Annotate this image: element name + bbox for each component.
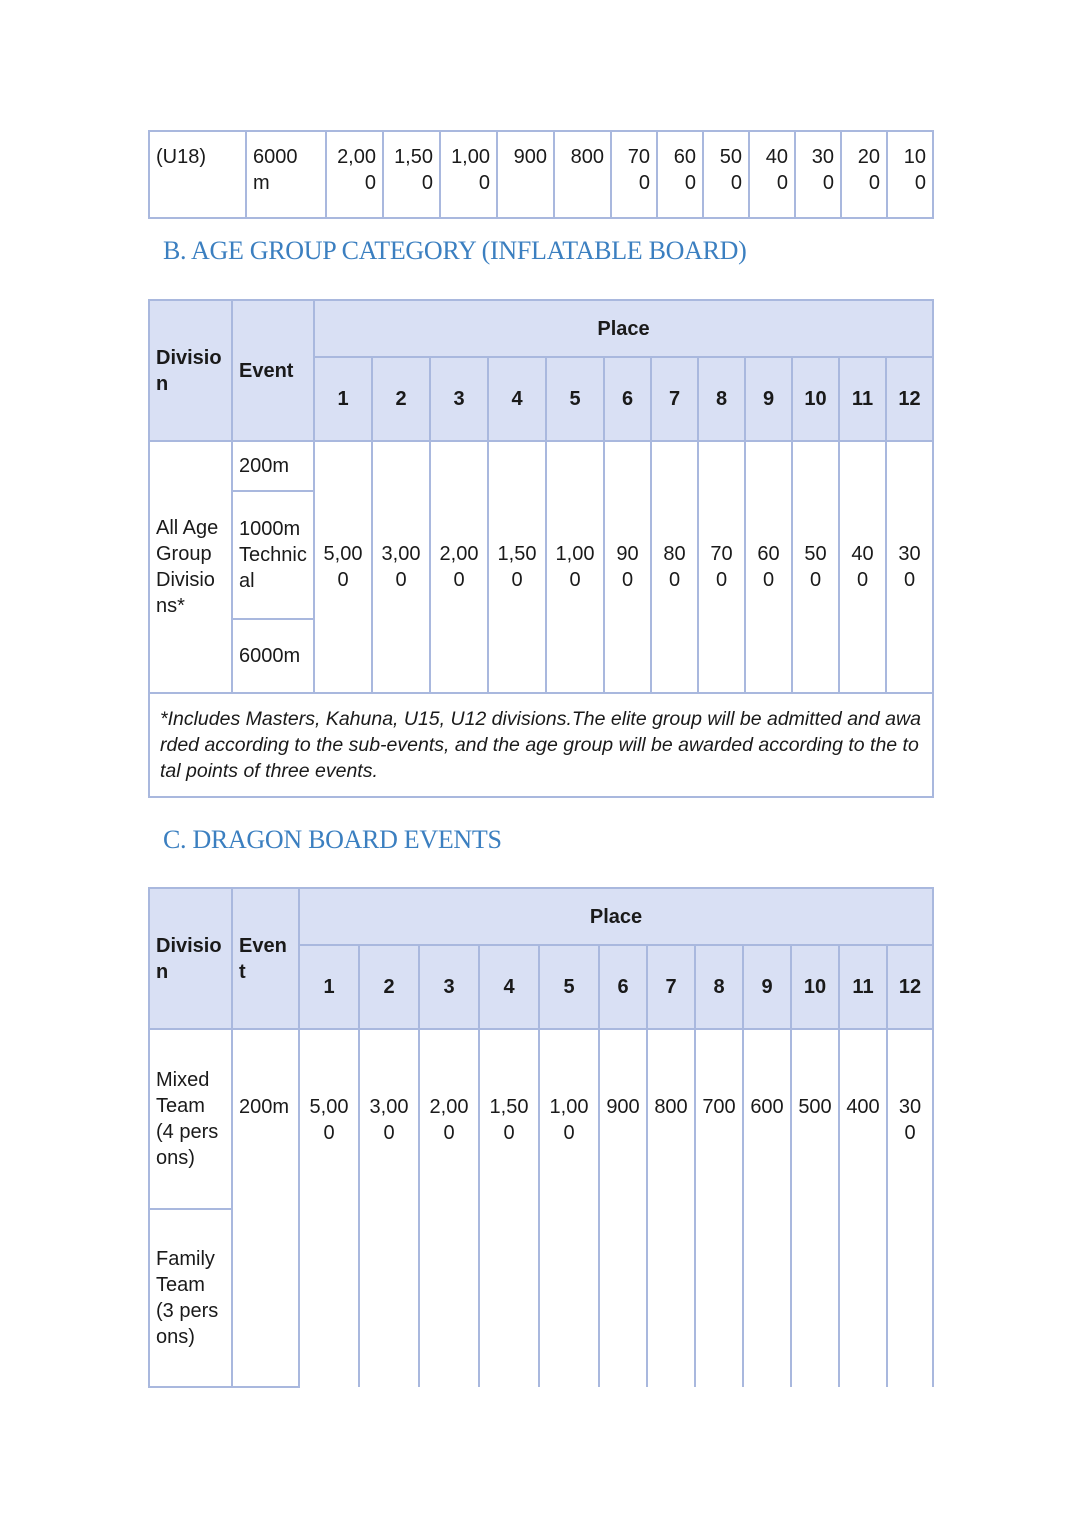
- prize-cell: 3,000: [372, 441, 430, 693]
- prize-cell: 600: [745, 441, 792, 693]
- place-number: 11: [839, 357, 886, 441]
- prize-cell: 500: [703, 131, 749, 218]
- division-header: Division: [149, 300, 232, 441]
- prize-cell: 200: [841, 131, 887, 218]
- prize-cell: 2,000: [430, 441, 488, 693]
- prize-cell: 400: [749, 131, 795, 218]
- place-number: 4: [488, 357, 546, 441]
- place-number: 12: [886, 357, 933, 441]
- table-row: [149, 131, 933, 218]
- place-number: 9: [743, 945, 791, 1029]
- event-header: Event: [232, 300, 314, 441]
- place-number: 2: [359, 945, 419, 1029]
- table-row: [149, 1029, 933, 1209]
- place-number: 12: [887, 945, 933, 1029]
- place-number: 5: [539, 945, 599, 1029]
- prize-cell: 900: [497, 131, 554, 218]
- prize-cell: 5,000: [299, 1029, 359, 1387]
- division-cell: All Age Group Divisions*: [149, 441, 232, 693]
- prize-cell: 1,500: [488, 441, 546, 693]
- place-number: 1: [299, 945, 359, 1029]
- prize-table-u18-row: [148, 130, 934, 219]
- table-header-row: [149, 300, 933, 357]
- place-number: 10: [791, 945, 839, 1029]
- prize-cell: 800: [651, 441, 698, 693]
- prize-cell: 300: [886, 441, 933, 693]
- prize-cell: 1,000: [539, 1029, 599, 1387]
- prize-cell: 1,500: [383, 131, 440, 218]
- prize-cell: 700: [611, 131, 657, 218]
- place-number: 5: [546, 357, 604, 441]
- prize-cell: 900: [599, 1029, 647, 1387]
- place-number: 3: [419, 945, 479, 1029]
- division-header: Division: [149, 888, 232, 1029]
- division-cell: Mixed Team (4 persons): [149, 1029, 232, 1209]
- place-number: 9: [745, 357, 792, 441]
- prize-cell: 900: [604, 441, 651, 693]
- prize-cell: 2,000: [326, 131, 383, 218]
- prize-cell: 500: [792, 441, 839, 693]
- place-number: 6: [604, 357, 651, 441]
- prize-cell: 300: [887, 1029, 933, 1387]
- place-number: 2: [372, 357, 430, 441]
- prize-table-inflatable-board: [148, 299, 934, 798]
- prize-cell: 1,500: [479, 1029, 539, 1387]
- prize-cell: 2,000: [419, 1029, 479, 1387]
- division-cell: (U18): [149, 131, 246, 218]
- prize-cell: 700: [698, 441, 745, 693]
- place-number: 4: [479, 945, 539, 1029]
- prize-cell: 5,000: [314, 441, 372, 693]
- place-number: 1: [314, 357, 372, 441]
- prize-cell: 300: [795, 131, 841, 218]
- prize-cell: 400: [839, 441, 886, 693]
- place-number: 8: [695, 945, 743, 1029]
- table-row: [149, 441, 933, 491]
- place-number: 10: [792, 357, 839, 441]
- place-header: Place: [314, 300, 933, 357]
- prize-cell: 800: [647, 1029, 695, 1387]
- event-header: Event: [232, 888, 299, 1029]
- prize-cell: 1,000: [440, 131, 497, 218]
- note-row: [149, 693, 933, 797]
- event-cell: 6000 m: [246, 131, 326, 218]
- prize-cell: 1,000: [546, 441, 604, 693]
- place-number: 11: [839, 945, 887, 1029]
- footnote: *Includes Masters, Kahuna, U15, U12 divisions.The elite group will be admitted and awarded according to the sub-events, and the age group will be awarded according to the total points of three events.: [149, 693, 933, 797]
- prize-cell: 600: [657, 131, 703, 218]
- event-cell: 1000m Technical: [232, 491, 314, 619]
- prize-cell: 500: [791, 1029, 839, 1387]
- prize-cell: 400: [839, 1029, 887, 1387]
- section-c-title: C. DRAGON BOARD EVENTS: [163, 825, 502, 854]
- place-number: 8: [698, 357, 745, 441]
- event-cell: 200m: [232, 1029, 299, 1387]
- place-number: 7: [651, 357, 698, 441]
- event-cell: 200m: [232, 441, 314, 491]
- prize-cell: 800: [554, 131, 611, 218]
- place-number: 3: [430, 357, 488, 441]
- place-number: 6: [599, 945, 647, 1029]
- prize-cell: 3,000: [359, 1029, 419, 1387]
- prize-cell: 700: [695, 1029, 743, 1387]
- event-cell: 6000m: [232, 619, 314, 693]
- division-cell: Family Team (3 persons): [149, 1209, 232, 1387]
- place-number: 7: [647, 945, 695, 1029]
- place-header: Place: [299, 888, 933, 945]
- table-header-row: [149, 888, 933, 945]
- prize-cell: 600: [743, 1029, 791, 1387]
- section-b-title: B. AGE GROUP CATEGORY (INFLATABLE BOARD): [163, 236, 747, 265]
- prize-cell: 100: [887, 131, 933, 218]
- prize-table-dragon-board: [148, 887, 934, 1388]
